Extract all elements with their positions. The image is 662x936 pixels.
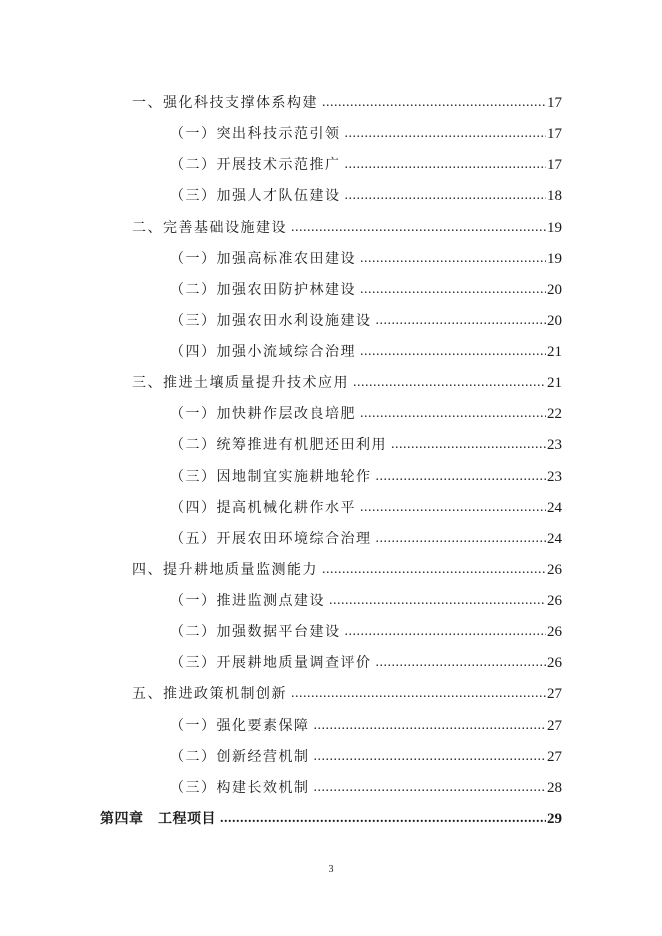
dot-leader: [220, 810, 546, 828]
toc-section-entry[interactable]: [132, 86, 562, 112]
toc-entry-page: 26: [547, 624, 562, 641]
toc-entry-title: （四）加强小流域综合治理: [170, 344, 356, 361]
toc-section-entry[interactable]: [132, 211, 562, 237]
toc-subsection-entry[interactable]: [170, 740, 562, 766]
toc-section-entry[interactable]: [132, 553, 562, 579]
toc-entry-page: 26: [547, 561, 562, 578]
toc-subsection-entry[interactable]: [170, 179, 562, 205]
toc-subsection-entry[interactable]: [170, 615, 562, 641]
dot-leader: [314, 779, 547, 797]
toc-subsection-entry[interactable]: [170, 304, 562, 330]
dot-leader: [314, 717, 547, 735]
toc-entry-page: 26: [547, 593, 562, 610]
dot-leader: [360, 250, 546, 268]
page-number: 3: [328, 864, 334, 875]
dot-leader: [322, 561, 546, 579]
dot-leader: [314, 748, 547, 766]
toc-entry-page: 19: [547, 219, 562, 236]
dot-leader: [345, 156, 547, 174]
dot-leader: [376, 312, 547, 330]
toc-entry-title: （四）提高机械化耕作水平: [170, 499, 356, 516]
toc-entry-title: （二）加强数据平台建设: [170, 624, 341, 641]
dot-leader: [291, 685, 546, 703]
toc-entry-page: 17: [547, 95, 562, 111]
dot-leader: [345, 125, 547, 143]
toc-entry-page: 23: [547, 437, 562, 454]
toc-entry-page: 27: [547, 748, 562, 765]
toc-entry-page: 23: [547, 468, 562, 485]
toc-entry-title: （一）加强高标准农田建设: [170, 250, 356, 267]
dot-leader: [360, 499, 546, 517]
toc-subsection-entry[interactable]: [170, 709, 562, 735]
toc-entry-title: （二）开展技术示范推广: [170, 157, 341, 174]
toc-entry-page: 21: [547, 375, 562, 392]
dot-leader: [376, 654, 547, 672]
toc-entry-title: 四、提升耕地质量监测能力: [132, 561, 318, 578]
toc-entry-title: （三）加强人才队伍建设: [170, 188, 341, 205]
toc-subsection-entry[interactable]: [170, 397, 562, 423]
toc-entry-title: 第四章 工程项目: [100, 810, 216, 827]
toc-entry-page: 20: [547, 312, 562, 329]
toc-entry-title: （一）强化要素保障: [170, 717, 310, 734]
toc-entry-title: 一、强化科技支撑体系构建: [132, 95, 318, 111]
toc-entry-page: 26: [547, 655, 562, 672]
dot-leader: [353, 374, 546, 392]
toc-subsection-entry[interactable]: [170, 646, 562, 672]
toc-entry-page: 29: [547, 810, 562, 827]
toc-entry-page: 24: [547, 499, 562, 516]
toc-subsection-entry[interactable]: [170, 148, 562, 174]
dot-leader: [376, 530, 547, 548]
toc-entry-page: 24: [547, 530, 562, 547]
toc-subsection-entry[interactable]: [170, 242, 562, 268]
toc-entry-page: 19: [547, 250, 562, 267]
toc-entry-title: 二、完善基础设施建设: [132, 219, 287, 236]
dot-leader: [391, 436, 546, 454]
toc-subsection-entry[interactable]: [170, 584, 562, 610]
dot-leader: [345, 623, 547, 641]
toc-entry-page: 27: [547, 717, 562, 734]
dot-leader: [345, 187, 547, 205]
dot-leader: [291, 219, 546, 237]
toc-subsection-entry[interactable]: [170, 460, 562, 486]
toc-entry-page: 17: [547, 126, 562, 143]
toc-entry-title: （五）开展农田环境综合治理: [170, 530, 372, 547]
toc-entry-title: （二）创新经营机制: [170, 748, 310, 765]
toc-subsection-entry[interactable]: [170, 117, 562, 143]
toc-subsection-entry[interactable]: [170, 491, 562, 517]
toc-entry-page: 21: [547, 344, 562, 361]
dot-leader: [322, 94, 546, 112]
toc-entry-page: 28: [547, 779, 562, 796]
dot-leader: [360, 405, 546, 423]
toc-section-entry[interactable]: [132, 366, 562, 392]
dot-leader: [376, 468, 547, 486]
toc-entry-page: 22: [547, 406, 562, 423]
toc-entry-page: 17: [547, 157, 562, 174]
toc-entry-page: 20: [547, 281, 562, 298]
toc-entry-title: （三）开展耕地质量调查评价: [170, 655, 372, 672]
toc-entry-title: （一）推进监测点建设: [170, 593, 325, 610]
toc-entry-page: 27: [547, 686, 562, 703]
toc-entry-title: （二）加强农田防护林建设: [170, 281, 356, 298]
toc-subsection-entry[interactable]: [170, 771, 562, 797]
toc-entry-title: （一）加快耕作层改良培肥: [170, 406, 356, 423]
toc-chapter-entry[interactable]: [100, 802, 562, 828]
toc-subsection-entry[interactable]: [170, 428, 562, 454]
toc-subsection-entry[interactable]: [170, 335, 562, 361]
dot-leader: [329, 592, 546, 610]
toc-section-entry[interactable]: [132, 677, 562, 703]
toc-entry-title: （二）统筹推进有机肥还田利用: [170, 437, 387, 454]
toc-entry-title: （一）突出科技示范引领: [170, 126, 341, 143]
toc-subsection-entry[interactable]: [170, 273, 562, 299]
toc-entry-title: （三）因地制宜实施耕地轮作: [170, 468, 372, 485]
toc-entry-title: 五、推进政策机制创新: [132, 686, 287, 703]
toc-entry-title: （三）加强农田水利设施建设: [170, 312, 372, 329]
dot-leader: [360, 343, 546, 361]
toc-entry-page: 18: [547, 188, 562, 205]
dot-leader: [360, 281, 546, 299]
toc-entry-title: （三）构建长效机制: [170, 779, 310, 796]
toc-subsection-entry[interactable]: [170, 522, 562, 548]
toc-entry-title: 三、推进土壤质量提升技术应用: [132, 375, 349, 392]
